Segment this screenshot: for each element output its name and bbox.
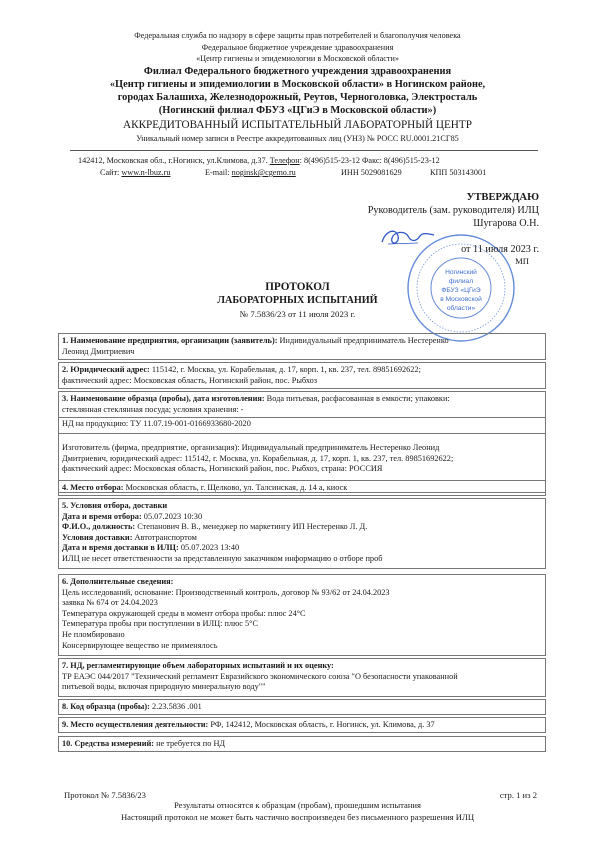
footer-note-1: Результаты относятся к образцам (пробам), прошедшим испытания bbox=[174, 800, 421, 810]
section-6-line-5: Не пломбировано bbox=[62, 629, 125, 639]
contact-line-1 bbox=[78, 156, 440, 165]
protocol-number: № 7.5836/23 от 11 июля 2023 г. bbox=[239, 309, 356, 319]
header-line-2: Федеральное бюджетное учреждение здравоохранения bbox=[201, 43, 394, 52]
protocol-subtitle: ЛАБОРАТОРНЫХ ИСПЫТАНИЙ bbox=[217, 295, 378, 306]
approve-role: Руководитель (зам. руководителя) ИЛЦ bbox=[367, 205, 539, 216]
section-7-regulations bbox=[58, 658, 546, 697]
maker-line-3: фактический адрес: Московская область, Ногинский район, пос. Рыбхоз, страна: РОССИЯ bbox=[62, 464, 383, 474]
footer-note-2: Настоящий протокол не может быть частично воспроизведен без письменного разрешения ИЛЦ bbox=[120, 812, 475, 822]
header-line-3: «Центр гигиены и эпидемиологии в Московской области» bbox=[196, 54, 399, 63]
section-4-sampling-place bbox=[58, 480, 546, 496]
header-divider bbox=[70, 150, 538, 151]
section-9-label: 9. Место осуществления деятельности: bbox=[62, 720, 211, 729]
section-3-label: 3. Наименование образца (пробы), дата изготовления: bbox=[62, 394, 267, 403]
section-3-value-2: стеклянная стеклянная посуда; условия хранения: - bbox=[62, 404, 244, 414]
nd-product-line: НД на продукцию: ТУ 11.07.19-001-0166933680-2020 bbox=[59, 417, 545, 428]
approve-mp: МП bbox=[515, 256, 529, 266]
stamp-text-4: в Московской bbox=[440, 296, 482, 303]
phone-value: : 8(496)515-23-12 Факс: 8(496)515-23-12 bbox=[299, 156, 440, 165]
section-1-applicant bbox=[58, 333, 546, 360]
section-4-value: Московская область, г. Щелково, ул. Талсинская, д. 14 а, киоск bbox=[125, 483, 348, 492]
section-7-line-1: ТР ЕАЭС 044/2017 "Технический регламент Евразийского экономического союза "О безопасности упакованной bbox=[62, 671, 458, 681]
header-line-4: Филиал Федерального бюджетного учреждения здравоохранения bbox=[143, 66, 452, 77]
section-2-legal-address bbox=[58, 362, 546, 389]
footer-protocol-number: Протокол № 7.5836/23 bbox=[64, 790, 146, 800]
section-6-line-1: Цель исследований, основание: Производственный контроль, договор № 93/62 от 24.04.2023 bbox=[62, 587, 390, 597]
site-label: Сайт: bbox=[100, 168, 122, 177]
section-7-line-2: питьевой воды, включая природную минеральную воду"" bbox=[62, 682, 266, 692]
section-2-label: 2. Юридический адрес: bbox=[62, 365, 152, 374]
stamp-text-1: Ногинский bbox=[445, 269, 477, 276]
delivery-label: Условия доставки: bbox=[62, 532, 135, 542]
section-10-label: 10. Средства измерений: bbox=[62, 739, 157, 748]
responsibility-note: ИЛЦ не несет ответственности за представленную заказчиком информацию о отборе проб bbox=[62, 553, 383, 563]
section-6-line-6: Консервирующее вещество не применялось bbox=[62, 640, 218, 650]
header-line-5: «Центр гигиены и эпидемиологии в Московской области» в Ногинском районе, bbox=[109, 79, 486, 90]
section-9-value: РФ, 142412, Московская область, г. Ногинск, ул. Климова, д. 37 bbox=[210, 720, 435, 729]
contact-kpp: КПП 503143001 bbox=[430, 168, 487, 177]
section-6-label: 6. Дополнительные сведения: bbox=[62, 577, 174, 586]
section-4-label: 4. Место отбора: bbox=[62, 483, 126, 492]
section-8-sample-code bbox=[58, 699, 546, 715]
protocol-title: ПРОТОКОЛ bbox=[265, 281, 330, 293]
lab-center-title: АККРЕДИТОВАННЫЙ ИСПЫТАТЕЛЬНЫЙ ЛАБОРАТОРНЫЙ ЦЕНТР bbox=[123, 119, 472, 131]
section-10-instruments bbox=[58, 736, 546, 752]
contact-line-2 bbox=[100, 168, 170, 177]
phone-label: Телефон bbox=[269, 156, 300, 165]
section-9-activity-place bbox=[58, 717, 546, 733]
approve-title: УТВЕРЖДАЮ bbox=[466, 192, 539, 203]
section-2-value: 115142, г. Москва, ул. Корабельная, д. 17, корп. 1, кв. 237, тел. 89851692622; bbox=[151, 365, 421, 374]
contact-inn: ИНН 5029081629 bbox=[341, 168, 402, 177]
email-link[interactable]: noginsk@cgemo.ru bbox=[231, 168, 296, 177]
arrival-value: 05.07.2023 13:40 bbox=[180, 543, 240, 553]
contact-email bbox=[205, 168, 296, 177]
section-6-additional-info bbox=[58, 574, 546, 656]
site-link[interactable]: www.n-lbuz.ru bbox=[121, 168, 171, 177]
header-line-7: (Ногинский филиал ФБУЗ «ЦГиЭ в Московской области») bbox=[158, 105, 437, 116]
stamp-text-3: ФБУЗ «ЦГиЭ bbox=[441, 287, 481, 294]
delivery-value: Автотранспортом bbox=[134, 532, 197, 542]
stamp-text-2: филиал bbox=[448, 278, 474, 285]
sampler-label: Ф.И.О., должность: bbox=[62, 522, 138, 532]
section-6-line-4: Температура пробы при поступлении в ИЛЦ: плюс 5°С bbox=[62, 619, 259, 629]
email-label: E-mail: bbox=[205, 168, 232, 177]
arrival-label: Дата и время доставки в ИЛЦ: bbox=[62, 543, 181, 553]
section-2-value-2: фактический адрес: Московская область, Ногинский район, пос. Рыбхоз bbox=[62, 375, 318, 385]
maker-line-2: Дмитриевич, юридический адрес: 115142, г. Москва, ул. Корабельная, д. 17, корп. 1, кв. 237, тел. 89851692622; bbox=[62, 453, 454, 463]
registry-number: Уникальный номер записи в Реестре аккредитованных лиц (УНЗ) № РОСС RU.0001.21СГ85 bbox=[136, 134, 459, 143]
section-7-label: 7. НД, регламентирующие объем лабораторных испытаний и их оценку: bbox=[62, 661, 334, 670]
sampling-date-value: 05.07.2023 10:30 bbox=[143, 511, 203, 521]
maker-line-1: Изготовитель (фирма, предприятие, организация): Индивидуальный предприниматель Нестеренко Леонид bbox=[59, 433, 545, 454]
section-8-label: 8. Код образца (пробы): bbox=[62, 702, 153, 711]
section-6-line-3: Температура окружающей среды в момент отбора пробы: плюс 24°С bbox=[62, 608, 306, 618]
sampling-date-label: Дата и время отбора: bbox=[62, 511, 144, 521]
approve-name: Шугарова О.Н. bbox=[473, 218, 539, 229]
header-line-1: Федеральная служба по надзору в сфере защиты прав потребителей и благополучия человека bbox=[134, 31, 461, 40]
stamp-text-5: области» bbox=[446, 305, 476, 312]
section-10-value: не требуется по НД bbox=[156, 739, 226, 748]
contact-address: 142412, Московская обл., г.Ногинск, ул.Климова, д.37. bbox=[78, 156, 270, 165]
section-3-sample bbox=[58, 391, 546, 493]
sampler-value: Степанович В. В., менеджер по маркетингу ИП Нестеренко Л. Д. bbox=[137, 522, 368, 532]
section-1-value-2: Леонид Дмитриевич bbox=[62, 346, 135, 356]
section-6-line-2: заявка № 674 от 24.04.2023 bbox=[62, 598, 158, 608]
section-1-value: Индивидуальный предприниматель Нестеренко bbox=[279, 336, 449, 345]
approve-date: от 11 июля 2023 г. bbox=[461, 244, 539, 255]
section-8-value: 2.23.5836 .001 bbox=[152, 702, 202, 711]
footer-page-number: стр. 1 из 2 bbox=[499, 790, 537, 800]
section-5-label: 5. Условия отбора, доставки bbox=[62, 501, 168, 510]
section-1-label: 1. Наименование предприятия, организации (заявитель): bbox=[62, 336, 280, 345]
header-line-6: городах Балашиха, Железнодорожный, Реутов, Черноголовка, Электросталь bbox=[117, 92, 478, 103]
section-3-value: Вода питьевая, расфасованная в емкости; упаковки: bbox=[266, 394, 450, 403]
section-5-sampling-conditions bbox=[58, 498, 546, 569]
